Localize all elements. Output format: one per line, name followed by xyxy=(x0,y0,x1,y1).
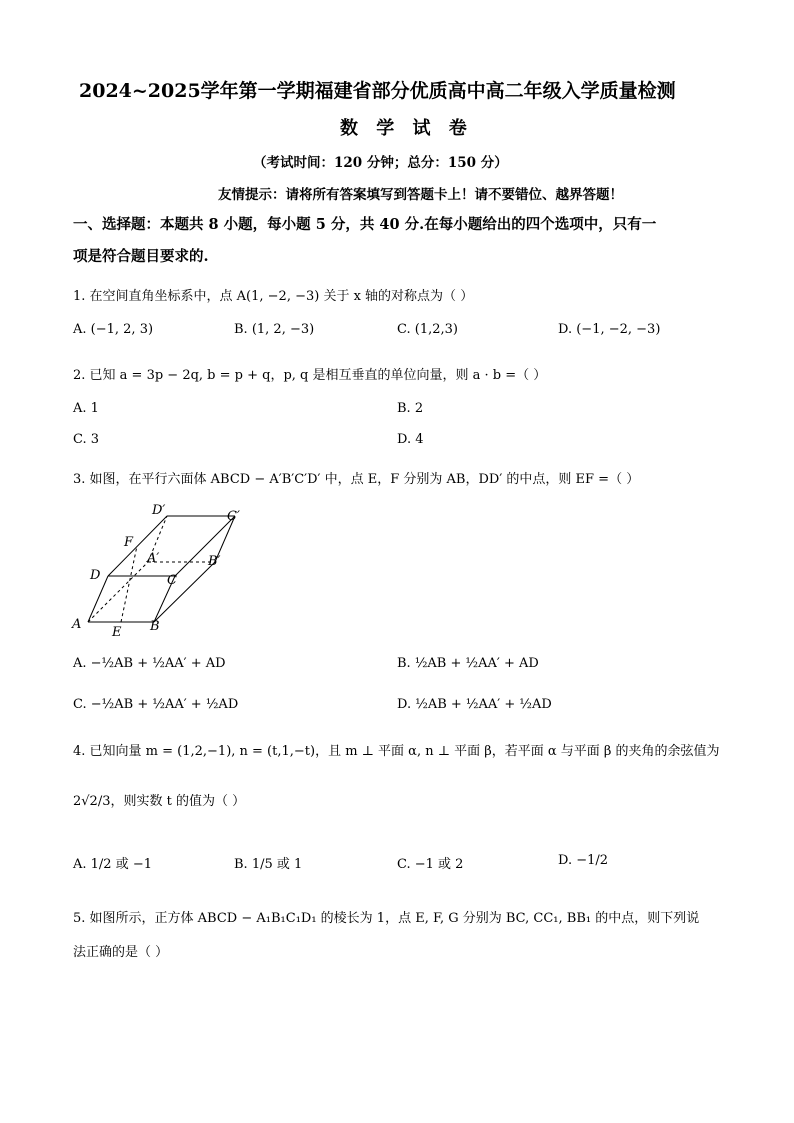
question-4-stem-line2: 2√2/3，则实数 t 的值为（ ） xyxy=(73,794,246,809)
exam-notice: 友情提示：请将所有答案填写到答题卡上！请不要错位、越界答题！ xyxy=(218,187,623,203)
question-2-option-a: A. 1 xyxy=(73,401,99,416)
question-3-stem: 3. 如图，在平行六面体 ABCD − A′B′C′D′ 中，点 E，F 分别为 AB，DD′ 的中点，则 EF =（ ） xyxy=(73,472,640,487)
question-5-stem-line2: 法正确的是（ ） xyxy=(73,945,169,960)
question-2-option-b: B. 2 xyxy=(397,401,424,416)
parallelepiped-figure xyxy=(70,500,260,642)
question-3-option-b: B. ½AB + ½AA′ + AD xyxy=(397,656,539,671)
question-4-stem-line1: 4. 已知向量 m = (1,2,−1), n = (t,1,−t)，且 m ⊥ 平面 α, n ⊥ 平面 β，若平面 α 与平面 β 的夹角的余弦值为 xyxy=(73,744,720,759)
question-2-option-d: D. 4 xyxy=(397,432,424,447)
section-heading-line1: 一、选择题：本题共 8 小题，每小题 5 分，共 40 分.在每小题给出的四个选项中，只有一 xyxy=(73,216,657,233)
figure-label-b-prime: B′ xyxy=(208,554,221,569)
question-1-option-a: A. (−1, 2, 3) xyxy=(73,322,154,337)
question-4-option-a: A. 1/2 或 −1 xyxy=(73,857,153,872)
question-4-option-c: C. −1 或 2 xyxy=(397,857,464,872)
figure-label-b: B xyxy=(150,619,160,634)
question-1-option-b: B. (1, 2, −3) xyxy=(234,322,315,337)
figure-label-d-prime: D′ xyxy=(152,503,166,518)
question-4-option-d: D. −1/2 xyxy=(558,853,609,868)
question-3-option-c: C. −½AB + ½AA′ + ½AD xyxy=(73,697,239,712)
question-1-option-c: C. (1,2,3) xyxy=(397,322,458,337)
question-2-option-c: C. 3 xyxy=(73,432,100,447)
exam-subtitle: 数 学 试 卷 xyxy=(340,118,473,139)
figure-label-d: D xyxy=(90,568,101,583)
question-2-stem: 2. 已知 a = 3p − 2q, b = p + q，p, q 是相互垂直的单位向量，则 a · b =（ ） xyxy=(73,368,547,383)
question-5-stem-line1: 5. 如图所示，正方体 ABCD − A₁B₁C₁D₁ 的棱长为 1，点 E, F, G 分别为 BC, CC₁, BB₁ 的中点，则下列说 xyxy=(73,911,700,926)
question-4-option-b: B. 1/5 或 1 xyxy=(234,857,303,872)
figure-label-a: A xyxy=(72,617,82,632)
question-3-option-a: A. −½AB + ½AA′ + AD xyxy=(73,656,226,671)
figure-label-e: E xyxy=(112,625,122,640)
question-1-option-d: D. (−1, −2, −3) xyxy=(558,322,661,337)
section-heading-line2: 项是符合题目要求的. xyxy=(73,248,209,265)
exam-info: （考试时间：120 分钟；总分：150 分） xyxy=(253,155,508,171)
question-3-option-d: D. ½AB + ½AA′ + ½AD xyxy=(397,697,552,712)
question-1-stem: 1. 在空间直角坐标系中，点 A(1, −2, −3) 关于 x 轴的对称点为（ ） xyxy=(73,289,474,304)
figure-label-c: C xyxy=(167,573,177,588)
figure-label-a-prime: A′ xyxy=(147,551,160,566)
figure-label-f: F xyxy=(124,535,134,550)
exam-title: 2024~2025学年第一学期福建省部分优质高中高二年级入学质量检测 xyxy=(79,80,676,102)
figure-label-c-prime: C′ xyxy=(227,509,240,524)
